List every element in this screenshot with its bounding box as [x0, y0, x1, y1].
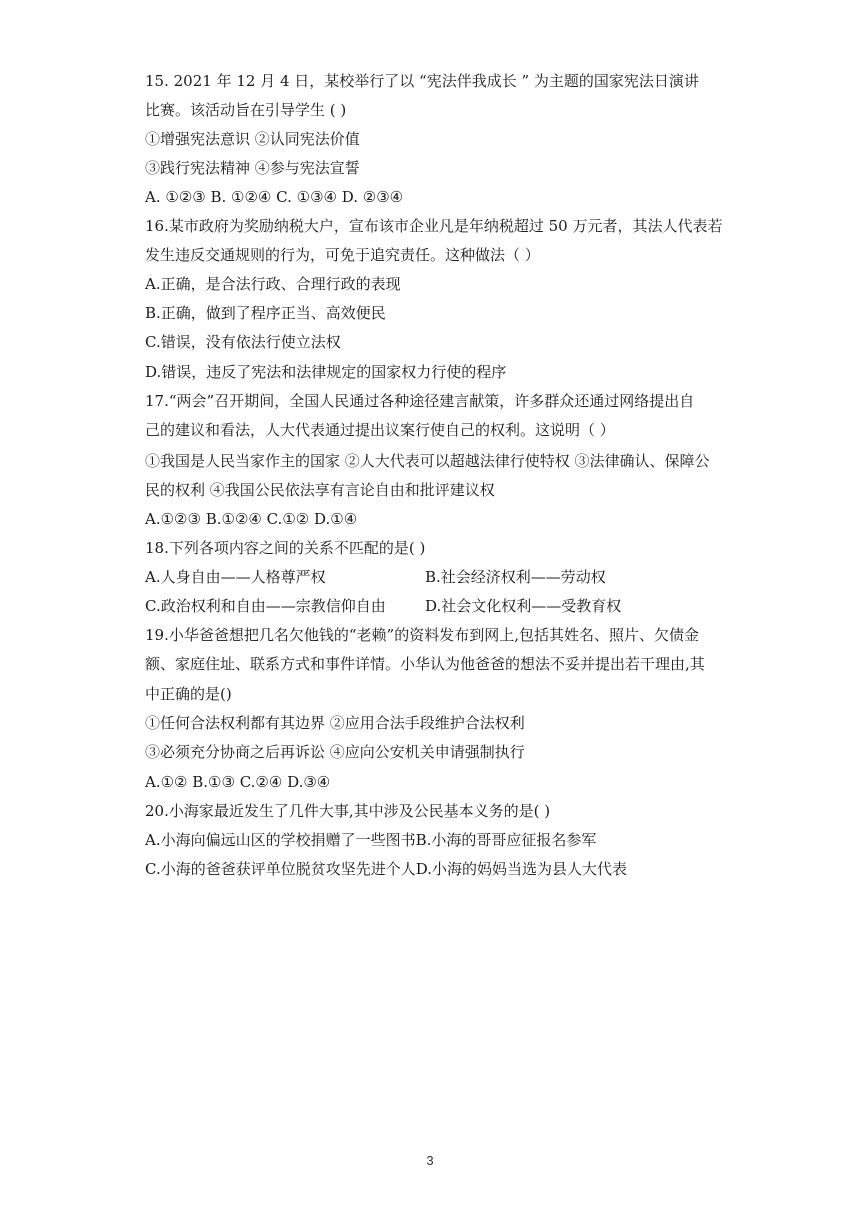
q20-options-row-2: C.小海的爸爸获评单位脱贫攻坚先进个人D.小海的妈妈当选为县人大代表: [145, 860, 627, 878]
q19-line-1: 19.小华爸爸想把几名欠他钱的“老赖”的资料发布到网上,包括其姓名、照片、欠债金: [145, 626, 699, 644]
q19-line-4: ①任何合法权利都有其边界 ②应用合法手段维护合法权利: [145, 714, 525, 732]
q17-line-1: 17.“两会”召开期间，全国人民通过各种途径建言献策，许多群众还通过网络提出自: [145, 392, 695, 410]
q17-options: A.①②③ B.①②④ C.①② D.①④: [145, 510, 358, 528]
q16-option-b: B.正确，做到了程序正当、高效便民: [145, 304, 386, 322]
q15-line-3: ①增强宪法意识 ②认同宪法价值: [145, 130, 360, 148]
q17-line-2: 己的建议和看法，人大代表通过提出议案行使自己的权利。这说明（ ）: [145, 421, 615, 439]
q18-line-1: 18.下列各项内容之间的关系不匹配的是( ): [145, 539, 426, 557]
q19-line-5: ③必须充分协商之后再诉讼 ④应向公安机关申请强制执行: [145, 743, 525, 761]
q19-options: A.①② B.①③ C.②④ D.③④: [145, 773, 331, 791]
page-number: 3: [426, 1153, 434, 1168]
q20-options-row-1: A.小海向偏远山区的学校捐赠了一些图书B.小海的哥哥应征报名参军: [145, 831, 597, 849]
q15-options: A. ①②③ B. ①②④ C. ①③④ D. ②③④: [145, 188, 404, 206]
q19-line-2: 额、家庭住址、联系方式和事件详情。小华认为他爸爸的想法不妥并提出若干理由,其: [145, 655, 705, 673]
q18-option-c: C.政治权利和自由——宗教信仰自由: [145, 597, 386, 615]
q15-line-1: 15. 2021 年 12 月 4 日，某校举行了以 “宪法伴我成长 ” 为主题的国家宪法日演讲: [145, 72, 699, 90]
q17-line-4: 民的权利 ④我国公民依法享有言论自由和批评建议权: [145, 481, 495, 499]
q20-line-1: 20.小海家最近发生了几件大事,其中涉及公民基本义务的是( ): [145, 802, 551, 820]
q15-line-2: 比赛。该活动旨在引导学生 ( ): [145, 101, 347, 119]
q18-option-b: B.社会经济权利——劳动权: [425, 568, 606, 586]
q18-option-d: D.社会文化权利——受教育权: [425, 597, 622, 615]
q16-option-d: D.错误，违反了宪法和法律规定的国家权力行使的程序: [145, 363, 507, 381]
q18-options-row-1: [145, 567, 606, 587]
q15-line-4: ③践行宪法精神 ④参与宪法宣誓: [145, 159, 360, 177]
q17-line-3: ①我国是人民当家作主的国家 ②人大代表可以超越法律行使特权 ③法律确认、保障公: [145, 452, 710, 470]
q16-line-1: 16.某市政府为奖励纳税大户，宣布该市企业凡是年纳税超过 50 万元者，其法人代表若: [145, 217, 723, 235]
q16-line-2: 发生违反交通规则的行为，可免于追究责任。这种做法（ ）: [145, 246, 540, 264]
q16-option-a: A.正确，是合法行政、合理行政的表现: [145, 275, 401, 293]
q19-line-3: 中正确的是(): [145, 685, 232, 703]
q18-options-row-2: [145, 596, 622, 616]
q18-option-a: A.人身自由——人格尊严权: [145, 568, 326, 586]
q16-option-c: C.错误，没有依法行使立法权: [145, 333, 341, 351]
